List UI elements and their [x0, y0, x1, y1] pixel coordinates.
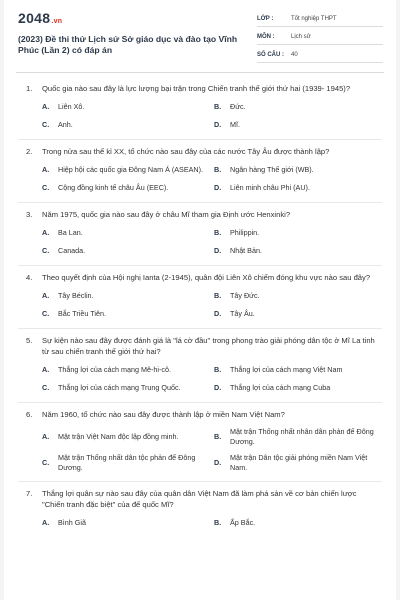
option-text: Ấp Bắc.: [230, 518, 256, 527]
question-list: [4, 73, 396, 529]
option-text: Tây Đức.: [230, 291, 260, 300]
option-text: Ba Lan.: [58, 228, 83, 237]
option-letter: A.: [42, 291, 50, 300]
question-text: Theo quyết định của Hội nghị Ianta (2-1945), quân đội Liên Xô chiếm đóng khu vực nào sau đây?: [42, 273, 371, 282]
option-letter: D.: [214, 383, 222, 392]
question-text: Năm 1975, quốc gia nào sau đây ở châu Mĩ tham gia Định ước Henxinki?: [42, 210, 291, 219]
question-text: Thắng lợi quân sự nào sau đây của quân dân Việt Nam đã làm phá sản về cơ bản chiến lược "Chiến tranh đặc biệt" của đế quốc Mĩ?: [42, 489, 357, 509]
option-text: Anh.: [58, 120, 73, 129]
meta-question-count: SỐ CÂU : 40: [257, 48, 383, 63]
answer-option[interactable]: [214, 227, 386, 239]
question-divider: [18, 265, 382, 266]
meta-class: LỚP : Tốt nghiệp THPT: [257, 12, 383, 27]
option-letter: D.: [214, 183, 222, 192]
answer-option[interactable]: [42, 227, 214, 239]
question-text: Quốc gia nào sau đây là lực lượng bại trận trong Chiến tranh thế giới thứ hai (1939- 1945)?: [42, 84, 351, 93]
question-divider: [18, 402, 382, 403]
question-divider: [18, 481, 382, 482]
option-text: Nhật Bản.: [230, 246, 262, 255]
option-letter: A.: [42, 102, 50, 111]
question-3: [26, 209, 382, 266]
option-letter: B.: [214, 518, 222, 527]
question-6: [26, 409, 382, 482]
option-text: Liên Xô.: [58, 102, 85, 111]
answer-option[interactable]: [214, 382, 386, 394]
answer-option[interactable]: [214, 182, 386, 194]
question-number: 5.: [26, 336, 33, 345]
option-letter: B.: [214, 432, 222, 441]
option-letter: B.: [214, 228, 222, 237]
question-text: Năm 1960, tổ chức nào sau đây được thành lập ở miền Nam Việt Nam?: [42, 410, 285, 419]
meta-subject: MÔN : Lịch sử: [257, 30, 383, 45]
question-4: [26, 272, 382, 329]
answer-option[interactable]: [42, 382, 214, 394]
option-letter: A.: [42, 432, 50, 441]
option-letter: C.: [42, 183, 50, 192]
site-logo[interactable]: 2048.vn: [18, 10, 63, 26]
option-letter: B.: [214, 365, 222, 374]
option-text: Mặt trận Thống nhất nhân dân phản đế Đông Dương.: [230, 427, 374, 446]
option-letter: A.: [42, 228, 50, 237]
question-number: 2.: [26, 147, 33, 156]
option-text: Mặt trận Dân tộc giải phóng miền Nam Việt Nam.: [230, 453, 368, 472]
option-text: Mặt trận Việt Nam độc lập đồng minh.: [58, 432, 179, 441]
option-text: Bình Giã: [58, 518, 86, 527]
answer-option[interactable]: [214, 517, 386, 529]
answer-option[interactable]: [42, 427, 214, 447]
question-2: [26, 146, 382, 203]
exam-meta: [257, 12, 383, 66]
option-letter: B.: [214, 291, 222, 300]
option-text: Cộng đồng kinh tế châu Âu (EEC).: [58, 183, 169, 192]
answer-option[interactable]: [214, 308, 386, 320]
exam-page: [4, 0, 396, 600]
option-text: Thắng lợi của cách mạng Cuba: [230, 383, 331, 392]
option-letter: D.: [214, 246, 222, 255]
option-text: Hiệp hội các quốc gia Đông Nam Á (ASEAN).: [58, 165, 204, 174]
option-text: Thắng lợi của cách mạng Mê-hi-cô.: [58, 365, 171, 374]
option-text: Philippin.: [230, 228, 260, 237]
option-letter: C.: [42, 309, 50, 318]
question-7: [26, 488, 382, 529]
option-letter: C.: [42, 120, 50, 129]
option-letter: C.: [42, 383, 50, 392]
answer-option[interactable]: [42, 290, 214, 302]
answer-option[interactable]: [214, 119, 386, 131]
exam-title: (2023) Đề thi thử Lịch sử Sở giáo dục và đào tạo Vĩnh Phúc (Lần 2) có đáp án: [18, 34, 238, 55]
option-letter: C.: [42, 458, 50, 467]
question-number: 7.: [26, 489, 33, 498]
question-number: 3.: [26, 210, 33, 219]
option-letter: D.: [214, 309, 222, 318]
answer-option[interactable]: [42, 182, 214, 194]
answer-option[interactable]: [42, 453, 214, 473]
question-number: 4.: [26, 273, 33, 282]
option-letter: D.: [214, 120, 222, 129]
answer-option[interactable]: [214, 453, 386, 473]
option-text: Canada.: [58, 246, 86, 255]
option-text: Đức.: [230, 102, 246, 111]
answer-option[interactable]: [214, 101, 386, 113]
option-text: Ngân hàng Thế giới (WB).: [230, 165, 314, 174]
question-divider: [18, 139, 382, 140]
question-divider: [18, 202, 382, 203]
answer-option[interactable]: [214, 245, 386, 257]
answer-option[interactable]: [42, 308, 214, 320]
option-text: Liên minh châu Phi (AU).: [230, 183, 310, 192]
option-letter: B.: [214, 102, 222, 111]
answer-option[interactable]: [42, 101, 214, 113]
option-text: Thắng lợi của cách mạng Trung Quốc.: [58, 383, 181, 392]
option-text: Thắng lợi của cách mạng Việt Nam: [230, 365, 343, 374]
question-number: 6.: [26, 410, 33, 419]
question-text: Sự kiện nào sau đây được đánh giá là "lá cờ đầu" trong phong trào giải phóng dân tộc ở Mĩ La tinh từ sau chiến tranh thế giới thứ hai?: [42, 336, 375, 356]
answer-option[interactable]: [42, 517, 214, 529]
question-text: Trong nửa sau thế kỉ XX, tổ chức nào sau đây của các nước Tây Âu được thành lập?: [42, 147, 330, 156]
option-letter: B.: [214, 165, 222, 174]
answer-option[interactable]: [42, 164, 214, 176]
option-letter: C.: [42, 246, 50, 255]
question-number: 1.: [26, 84, 33, 93]
page-header: [4, 0, 396, 72]
question-5: [26, 335, 382, 403]
answer-option[interactable]: [214, 290, 386, 302]
option-text: Mĩ.: [230, 120, 240, 129]
answer-option[interactable]: [214, 164, 386, 176]
option-letter: D.: [214, 458, 222, 467]
answer-option[interactable]: [42, 364, 214, 376]
option-text: Tây Âu.: [230, 309, 255, 318]
answer-option[interactable]: [214, 427, 386, 447]
answer-option[interactable]: [214, 364, 386, 376]
option-letter: A.: [42, 165, 50, 174]
option-text: Bắc Triều Tiên.: [58, 309, 106, 318]
question-1: [26, 83, 382, 140]
option-letter: A.: [42, 365, 50, 374]
answer-option[interactable]: [42, 245, 214, 257]
answer-option[interactable]: [42, 119, 214, 131]
option-text: Mặt trận Thống nhất dân tộc phản đế Đông Dương.: [58, 453, 196, 472]
option-text: Tây Béclin.: [58, 291, 94, 300]
option-letter: A.: [42, 518, 50, 527]
question-divider: [18, 328, 382, 329]
